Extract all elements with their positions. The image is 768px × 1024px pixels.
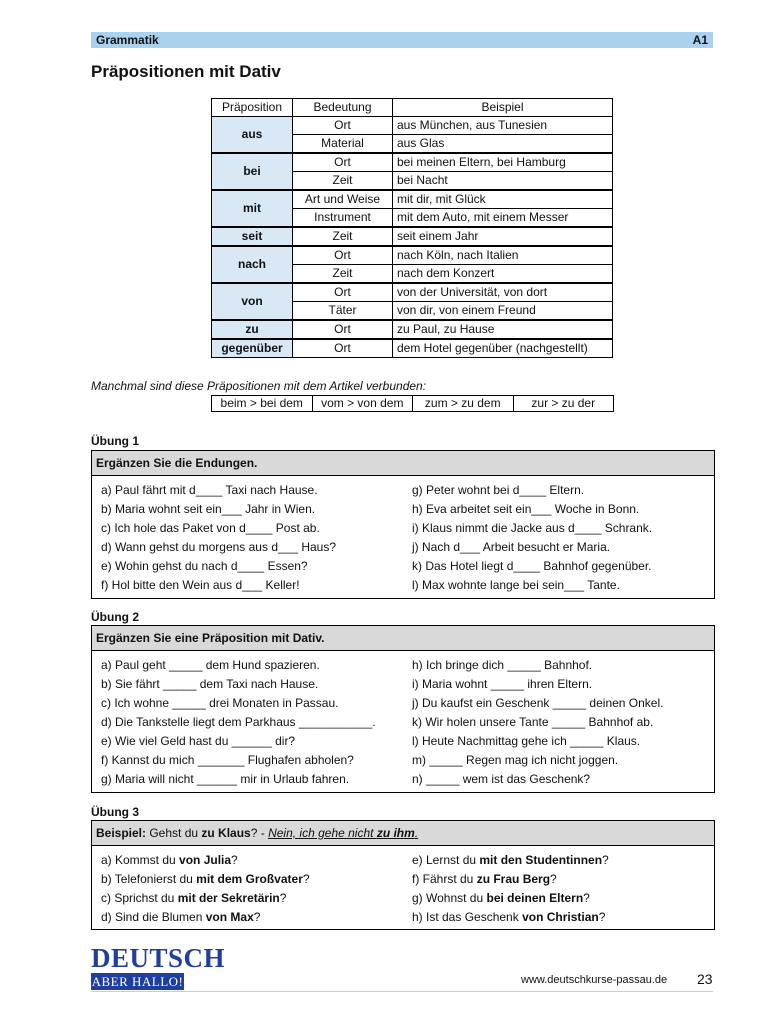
exercise-3-left-column	[101, 851, 310, 927]
example-cell: aus Glas	[393, 135, 613, 154]
exercise-2-right-column	[412, 656, 663, 789]
preposition-cell: von	[212, 283, 293, 320]
logo-aber-hallo: ABER HALLO!	[91, 974, 184, 989]
meaning-cell: Instrument	[293, 209, 393, 228]
preposition-cell: bei	[212, 153, 293, 190]
example-question-part: Gehst du	[146, 826, 202, 840]
meaning-cell: Ort	[293, 117, 393, 135]
exercise-item: n) _____ wem ist das Geschenk?	[412, 772, 591, 786]
table-row	[212, 320, 613, 339]
table-row	[212, 227, 613, 246]
exercise-item: e) Lernst du mit den Studentinnen?	[412, 853, 609, 867]
exercise-1-box	[91, 450, 715, 599]
example-cell: von dir, von einem Freund	[393, 302, 613, 321]
example-answer-part: Nein, ich gehe nicht	[268, 826, 377, 840]
contraction-cell: beim > bei dem	[212, 396, 313, 411]
exercise-item: e) Wie viel Geld hast du ______ dir?	[101, 734, 296, 748]
exercise-item: f) Hol bitte den Wein aus d___ Keller!	[101, 578, 300, 592]
contraction-cell: zur > zu der	[531, 396, 596, 410]
exercise-3-right-column	[412, 851, 609, 927]
page-number: 23	[697, 971, 713, 987]
header-level: A1	[692, 33, 708, 47]
exercise-item: c) Sprichst du mit der Sekretärin?	[101, 891, 287, 905]
example-cell: bei meinen Eltern, bei Hamburg	[393, 153, 613, 172]
meaning-cell: Ort	[293, 320, 393, 339]
meaning-cell: Zeit	[293, 227, 393, 246]
exercise-3-box	[91, 820, 715, 930]
exercise-2-left-column	[101, 656, 376, 789]
exercise-3-label: Übung 3	[91, 805, 139, 819]
exercise-2-instruction: Ergänzen Sie eine Präposition mit Dativ.	[92, 626, 714, 651]
preposition-cell: gegenüber	[212, 339, 293, 358]
footer-divider	[91, 991, 713, 992]
exercise-item: b) Maria wohnt seit ein___ Jahr in Wien.	[101, 502, 316, 516]
table-row	[212, 339, 613, 358]
example-question-bold: zu Klaus	[201, 826, 251, 840]
preposition-table-body	[212, 117, 613, 358]
example-cell: bei Nacht	[393, 172, 613, 191]
exercise-1-instruction: Ergänzen Sie die Endungen.	[92, 451, 714, 476]
exercise-item: e) Wohin gehst du nach d____ Essen?	[101, 559, 308, 573]
logo-deutsch: DEUTSCH	[91, 943, 226, 973]
exercise-item: g) Maria will nicht ______ mir in Urlaub fahren.	[101, 772, 350, 786]
exercise-1-right-column	[412, 481, 652, 595]
example-answer-end: .	[414, 826, 419, 840]
exercise-item: b) Telefonierst du mit dem Großvater?	[101, 872, 310, 886]
exercise-item: j) Nach d___ Arbeit besucht er Maria.	[412, 540, 611, 554]
meaning-cell: Täter	[293, 302, 393, 321]
exercise-item: i) Klaus nimmt die Jacke aus d____ Schrank.	[412, 521, 653, 535]
exercise-item: h) Ich bringe dich _____ Bahnhof.	[412, 658, 593, 672]
example-cell: nach dem Konzert	[393, 265, 613, 284]
exercise-item: k) Das Hotel liegt d____ Bahnhof gegenüber.	[412, 559, 652, 573]
header-bar	[91, 32, 713, 48]
exercise-2-label: Übung 2	[91, 610, 139, 624]
preposition-table	[211, 98, 613, 358]
exercise-item: c) Ich wohne _____ drei Monaten in Passau.	[101, 696, 339, 710]
exercise-1-label: Übung 1	[91, 434, 139, 448]
exercise-item: d) Die Tankstelle liegt dem Parkhaus ___________.	[101, 715, 376, 729]
table-header-row	[212, 99, 613, 117]
meaning-cell: Ort	[293, 153, 393, 172]
header-bedeutung: Bedeutung	[293, 99, 393, 117]
exercise-item: h) Eva arbeitet seit ein___ Woche in Bonn.	[412, 502, 640, 516]
example-question-end: ? -	[250, 826, 269, 840]
preposition-cell: zu	[212, 320, 293, 339]
header-subject: Grammatik	[96, 33, 159, 47]
exercise-3-example	[92, 821, 714, 846]
exercise-item: a) Kommst du von Julia?	[101, 853, 238, 867]
meaning-cell: Material	[293, 135, 393, 154]
exercise-item: b) Sie fährt _____ dem Taxi nach Hause.	[101, 677, 319, 691]
meaning-cell: Ort	[293, 339, 393, 358]
preposition-cell: seit	[212, 227, 293, 246]
meaning-cell: Ort	[293, 246, 393, 265]
table-row	[212, 153, 613, 172]
contraction-note: Manchmal sind diese Präpositionen mit dem Artikel verbunden:	[91, 379, 427, 393]
exercise-item: g) Wohnst du bei deinen Eltern?	[412, 891, 590, 905]
preposition-cell: aus	[212, 117, 293, 154]
exercise-item: g) Peter wohnt bei d____ Eltern.	[412, 483, 585, 497]
page-title: Präpositionen mit Dativ	[91, 62, 281, 81]
example-cell: dem Hotel gegenüber (nachgestellt)	[393, 339, 613, 358]
exercise-item: f) Fährst du zu Frau Berg?	[412, 872, 557, 886]
meaning-cell: Ort	[293, 283, 393, 302]
exercise-item: a) Paul geht _____ dem Hund spazieren.	[101, 658, 320, 672]
header-beispiel: Beispiel	[393, 99, 613, 117]
footer-website[interactable]: www.deutschkurse-passau.de	[521, 974, 668, 986]
exercise-item: j) Du kaufst ein Geschenk _____ deinen Onkel.	[412, 696, 664, 710]
meaning-cell: Art und Weise	[293, 190, 393, 209]
example-cell: mit dir, mit Glück	[393, 190, 613, 209]
exercise-item: d) Wann gehst du morgens aus d___ Haus?	[101, 540, 337, 554]
example-cell: seit einem Jahr	[393, 227, 613, 246]
exercise-item: m) _____ Regen mag ich nicht joggen.	[412, 753, 619, 767]
exercise-item: h) Ist das Geschenk von Christian?	[412, 910, 606, 924]
exercise-1-left-column	[101, 481, 336, 595]
exercise-item: d) Sind die Blumen von Max?	[101, 910, 261, 924]
table-row	[212, 283, 613, 302]
table-row	[212, 117, 613, 135]
header-praeposition: Präposition	[212, 99, 293, 117]
exercise-item: l) Max wohnte lange bei sein___ Tante.	[412, 578, 620, 592]
table-row	[212, 190, 613, 209]
exercise-item: f) Kannst du mich _______ Flughafen abholen?	[101, 753, 354, 767]
contraction-row	[211, 395, 614, 412]
table-row	[212, 246, 613, 265]
example-label: Beispiel:	[96, 826, 147, 840]
exercise-item: a) Paul fährt mit d____ Taxi nach Hause.	[101, 483, 318, 497]
meaning-cell: Zeit	[293, 265, 393, 284]
example-cell: zu Paul, zu Hause	[393, 320, 613, 339]
example-cell: mit dem Auto, mit einem Messer	[393, 209, 613, 228]
exercise-item: i) Maria wohnt _____ ihren Eltern.	[412, 677, 593, 691]
contraction-cell: vom > von dem	[313, 396, 414, 411]
exercise-item: c) Ich hole das Paket von d____ Post ab.	[101, 521, 320, 535]
preposition-cell: nach	[212, 246, 293, 283]
contraction-cell: zum > zu dem	[413, 396, 514, 411]
preposition-cell: mit	[212, 190, 293, 227]
example-cell: nach Köln, nach Italien	[393, 246, 613, 265]
example-cell: aus München, aus Tunesien	[393, 117, 613, 135]
exercise-item: k) Wir holen unsere Tante _____ Bahnhof ab.	[412, 715, 654, 729]
example-answer-bold: zu ihm	[376, 826, 415, 840]
exercise-item: l) Heute Nachmittag gehe ich _____ Klaus.	[412, 734, 641, 748]
example-cell: von der Universität, von dort	[393, 283, 613, 302]
meaning-cell: Zeit	[293, 172, 393, 191]
exercise-2-box	[91, 625, 715, 793]
